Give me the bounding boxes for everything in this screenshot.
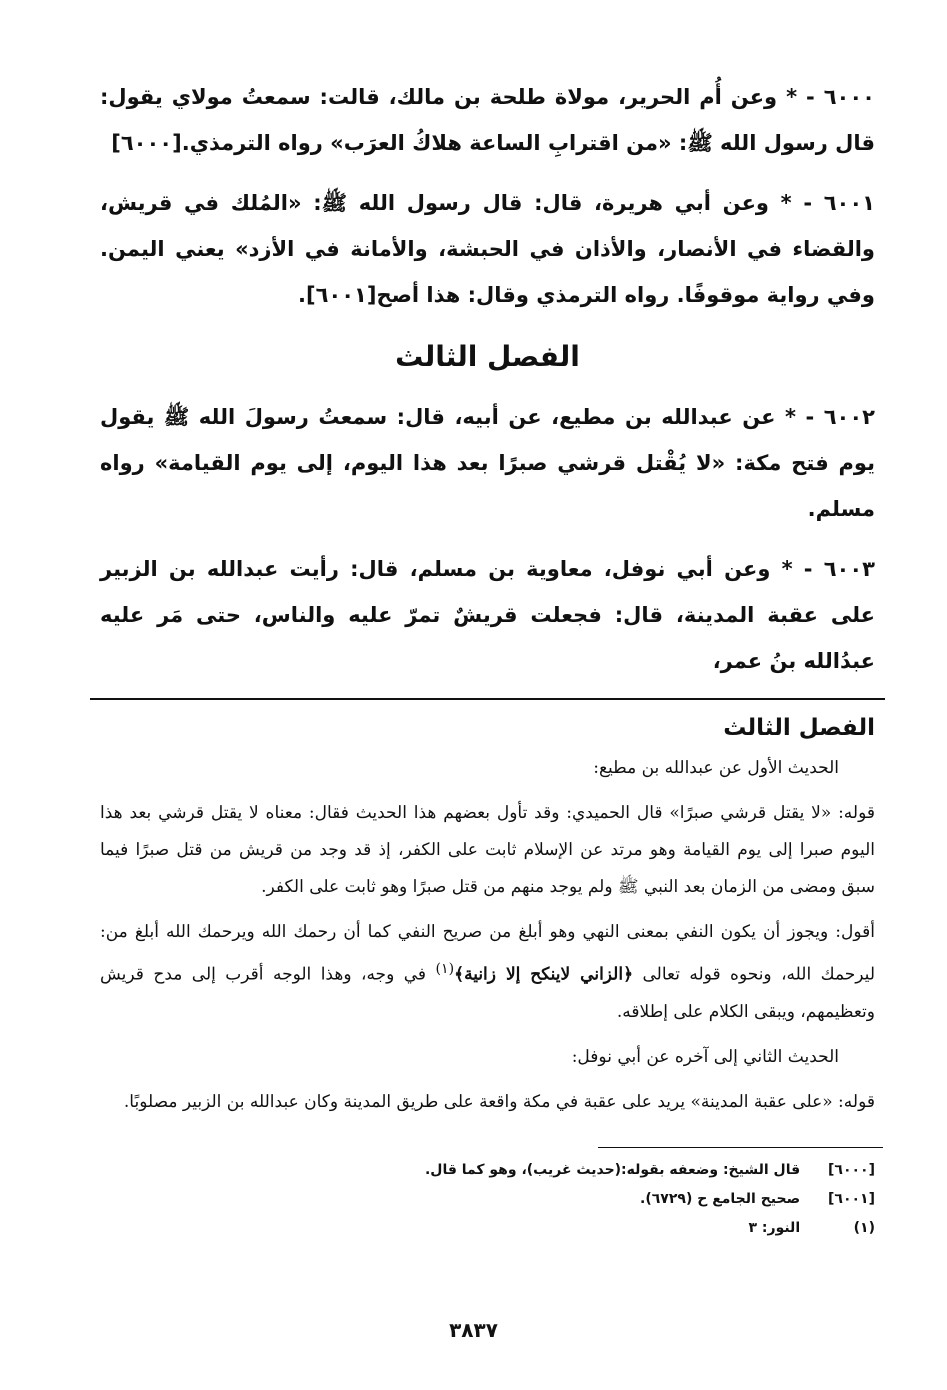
- hadith-number: ٦٠٠٠ - *: [786, 85, 876, 109]
- hadith-text: عن عبدالله بن مطيع، عن أبيه، قال: سمعتُ رسولَ الله ﷺ يقول يوم فتح مكة: «لا يُقْتل قرشي صبرًا بعد هذا اليوم، إلى يوم القيامة» رواه مسلم.: [100, 405, 875, 521]
- footnote-item: [100, 1185, 875, 1214]
- hadith-text: وعن أبي نوفل، معاوية بن مسلم، قال: رأيت عبدالله بن الزبير على عقبة المدينة، قال: فجعلت قريشٌ تمرّ عليه والناس، حتى مَر عليه عبدُالله بنُ عمر،: [100, 557, 875, 673]
- footnote-text: قال الشيخ: وضعفه بقوله:(حديث غريب)، وهو كما قال.: [424, 1161, 801, 1178]
- commentary-paragraph: قوله: «على عقبة المدينة» يريد على عقبة في مكة واقعة على طريق المدينة وكان عبدالله بن الزبير مصلوبًا.: [123, 1091, 875, 1112]
- hadith-number: ٦٠٠١ - *: [780, 191, 876, 215]
- hadith-6003: [100, 546, 875, 684]
- commentary-title: الفصل الثالث: [723, 715, 875, 741]
- hadith-6001: [100, 180, 875, 318]
- footnote-text: صحيح الجامع ح (٦٧٢٩).: [640, 1190, 801, 1207]
- footnote-code: [٦٠٠٠]: [828, 1161, 875, 1178]
- footnote-text: النور: ٣: [748, 1219, 801, 1236]
- hadith-text: وعن أُم الحرير، مولاة طلحة بن مالك، قالت: سمعتُ مولاي يقول: قال رسول الله ﷺ: «من اقترابِ الساعة هلاكُ العرَب» رواه الترمذي.[٦٠٠٠]: [100, 85, 875, 155]
- commentary-divider: [90, 698, 885, 700]
- hadith-6002: [100, 394, 875, 532]
- quran-verse: ﴿الزاني لاينكح إلا زانية﴾: [454, 964, 634, 985]
- commentary-text: أقول: ويجوز أن يكون النفي بمعنى النهي وهو أبلغ من صريح النفي كما أن رحمك الله ويرحمك الله أبلغ من: ليرحمك الله، ونحوه قوله تعالى: [100, 922, 875, 985]
- footnote-code: [٦٠٠١]: [828, 1190, 875, 1207]
- footnote-ref: (١): [435, 961, 455, 977]
- footnotes: [100, 1156, 875, 1243]
- hadith-number: ٦٠٠٣ - *: [781, 557, 875, 581]
- page-number: ٣٨٣٧: [449, 1318, 498, 1342]
- commentary-paragraph-aqul: [100, 914, 875, 1031]
- commentary-text: في وجه، وهذا الوجه أقرب إلى مدح قريش وتعظيمهم، ويبقى الكلام على إطلاقه.: [100, 964, 875, 1022]
- hadith-number: ٦٠٠٢ - *: [785, 405, 876, 429]
- hadith-6000: [100, 74, 875, 166]
- footnote-item: [100, 1156, 875, 1185]
- commentary-heading-first: الحديث الأول عن عبدالله بن مطيع:: [593, 758, 839, 778]
- commentary-paragraph: قوله: «لا يقتل قرشي صبرًا» قال الحميدي: وقد تأول بعضهم هذا الحديث فقال: معناه لا يقتل قرشي بعد هذا اليوم صبرا إلى يوم القيامة وهو مرتد عن الإسلام ثابت على الكفر، إذ قد وجد من قريش من قتل صبرًا فيما سبق ومضى من الزمان بعد النبي ﷺ ولم يوجد منهم من قتل صبرًا وهو ثابت على الكفر.: [100, 803, 875, 897]
- footnote-rule: [598, 1147, 883, 1148]
- footnote-item: [100, 1214, 875, 1243]
- footnote-code: (١): [853, 1219, 875, 1236]
- hadith-text: وعن أبي هريرة، قال: قال رسول الله ﷺ: «المُلك في قريش، والقضاء في الأنصار، والأذان في الحبشة، والأمانة في الأزد» يعني اليمن. وفي رواية موقوفًا. رواه الترمذي وقال: هذا أصح[٦٠٠١].: [100, 191, 875, 307]
- commentary-heading-second: الحديث الثاني إلى آخره عن أبي نوفل:: [571, 1046, 839, 1067]
- section-title: الفصل الثالث: [395, 340, 580, 373]
